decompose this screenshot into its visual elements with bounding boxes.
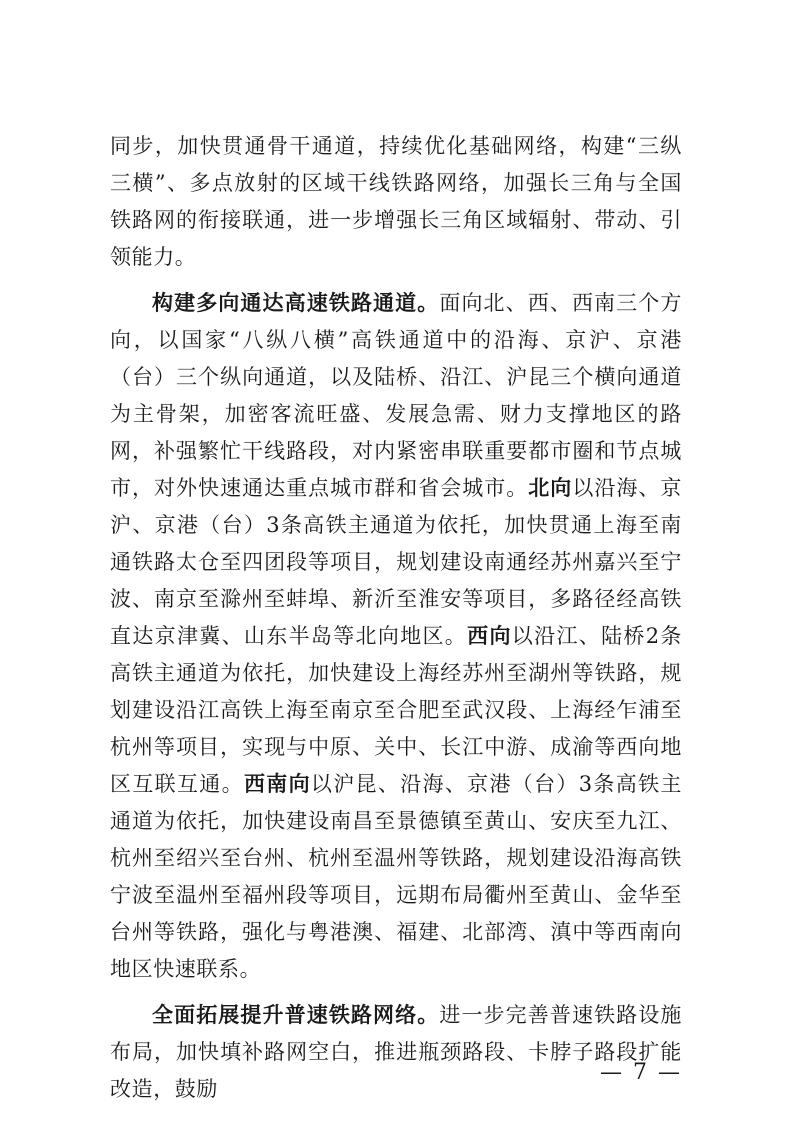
north-direction-label: 北向 — [528, 476, 573, 500]
west-direction-label: 西向 — [467, 624, 512, 648]
page-number: — 7 — — [600, 1060, 682, 1085]
paragraph-1 — [110, 128, 682, 276]
north-direction-text: 以沿海、京沪、京港（台）3条高铁主通道为依托，加快贯通上海至南通铁路太仓至四团段等项目，规划建设南通经苏州嘉兴至宁波、南京至滁州至蚌埠、新沂至淮安等项目，多路径经高铁直达京津冀、山东半岛等北向地区。 — [110, 476, 682, 648]
southwest-direction-label: 西南向 — [243, 772, 311, 796]
west-direction-text: 以沿江、陆桥2条高铁主通道为依托，加快建设上海经苏州至湖州等铁路，规划建设沿江高铁上海至南京至合肥至武汉段、上海经乍浦至杭州等项目，实现与中原、关中、长江中游、成渝等西向地区互联互通。 — [110, 624, 683, 796]
paragraph-1-text: 同步，加快贯通骨干通道，持续优化基础网络，构建“三纵三横”、多点放射的区域干线铁路网络，加强长三角与全国铁路网的衔接联通，进一步增强长三角区域辐射、带动、引领能力。 — [110, 134, 682, 269]
paragraph-2 — [110, 285, 682, 988]
document-body — [110, 128, 682, 1108]
paragraph-2-intro: 面向北、西、西南三个方向，以国家“八纵八横”高铁通道中的沿海、京沪、京港（台）三个纵向通道，以及陆桥、沿江、沪昆三个横向通道为主骨架，加密客流旺盛、发展急需、财力支撑地区的路网，补强繁忙干线路段，对内紧密串联重要都市圈和节点城市，对外快速通达重点城市群和省会城市。 — [110, 291, 682, 500]
southwest-direction-text: 以沪昆、沿海、京港（台）3条高铁主通道为依托，加快建设南昌至景德镇至黄山、安庆至九江、杭州至绍兴至台州、杭州至温州等铁路，规划建设沿海高铁宁波至温州至福州段等项目，远期布局衢州至黄山、金华至台州等铁路，强化与粤港澳、福建、北部湾、滇中等西南向地区快速联系。 — [110, 772, 682, 981]
paragraph-2-heading: 构建多向通达高速铁路通道。 — [152, 291, 440, 315]
paragraph-3 — [110, 997, 682, 1108]
paragraph-3-heading: 全面拓展提升普速铁路网络。 — [152, 1003, 440, 1027]
paragraph-3-text: 进一步完善普速铁路设施布局，加快填补路网空白，推进瓶颈路段、卡脖子路段扩能改造，鼓励 — [110, 1003, 682, 1101]
